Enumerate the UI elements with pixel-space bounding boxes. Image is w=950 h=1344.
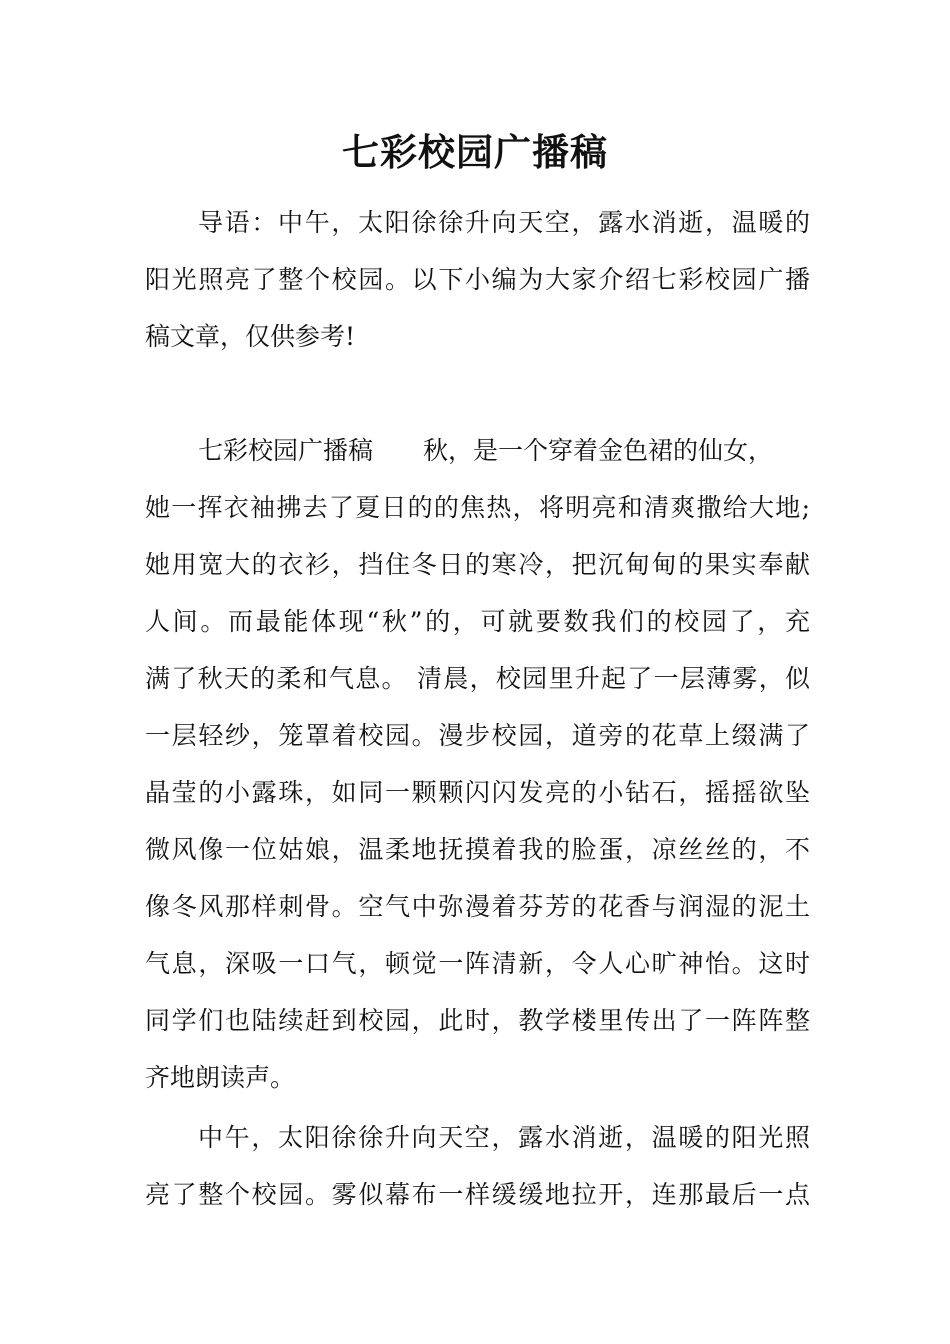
document-title: 七彩校园广播稿 (342, 130, 608, 174)
para2-line-1: 中午，太阳徐徐升向天空，露水消逝，温暖的阳光照 (198, 1123, 810, 1152)
section-first-line (198, 435, 810, 467)
body-line-5: 一层轻纱，笼罩着校园。漫步校园，道旁的花草上缀满了 (145, 721, 810, 750)
body-first-line-text: 秋，是一个穿着金色裙的仙女， (423, 436, 774, 465)
intro-line-2: 阳光照亮了整个校园。以下小编为大家介绍七彩校园广播 (145, 265, 810, 294)
body-line-3: 人间。而最能体现“秋”的，可就要数我们的校园了，充 (145, 607, 810, 636)
body-line-6: 晶莹的小露珠，如同一颗颗闪闪发亮的小钻石，摇摇欲坠 (145, 778, 810, 807)
body-line-8: 像冬风那样刺骨。空气中弥漫着芬芳的花香与润湿的泥土 (145, 892, 810, 921)
section-heading: 七彩校园广播稿 (198, 436, 374, 465)
para2-line-2: 亮了整个校园。雾似幕布一样缓缓地拉开，连那最后一点 (145, 1180, 810, 1209)
body-line-4: 满了秋天的柔和气息。 清晨，校园里升起了一层薄雾，似 (145, 664, 810, 693)
body-line-1: 她一挥衣袖拂去了夏日的的焦热，将明亮和清爽撒给大地; (145, 493, 810, 522)
intro-line-1: 导语：中午，太阳徐徐升向天空，露水消逝，温暖的 (198, 208, 810, 237)
body-line-7: 微风像一位姑娘，温柔地抚摸着我的脸蛋，凉丝丝的，不 (145, 835, 810, 864)
body-line-11: 齐地朗读声。 (145, 1063, 296, 1092)
body-line-9: 气息，深吸一口气，顿觉一阵清新，令人心旷神怡。这时 (145, 949, 810, 978)
body-line-10: 同学们也陆续赶到校园，此时，教学楼里传出了一阵阵整 (145, 1006, 810, 1035)
intro-line-3: 稿文章，仅供参考! (145, 322, 356, 351)
body-line-2: 她用宽大的衣衫，挡住冬日的寒冷，把沉甸甸的果实奉献 (145, 550, 810, 579)
